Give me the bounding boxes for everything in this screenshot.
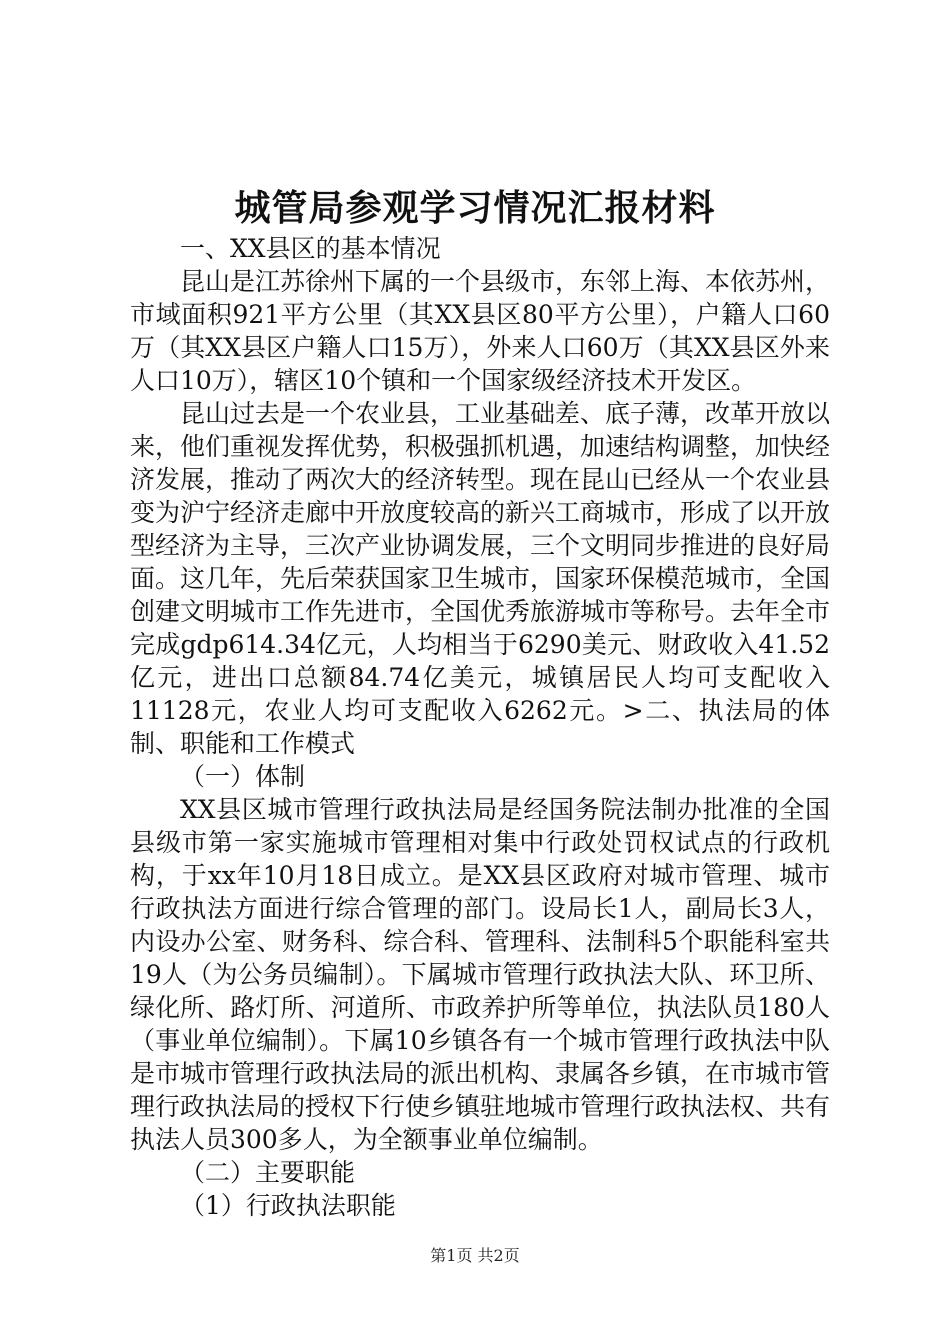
document-title: 城管局参观学习情况汇报材料 [234, 187, 716, 229]
document-body [130, 232, 830, 1222]
section-heading-basic-info: 一、XX县区的基本情况 [180, 234, 441, 263]
paragraph-system: XX县区城市管理行政执法局是经国务院法制办批准的全国县级市第一家实施城市管理相对集中行政处罚权试点的行政机构，于xx年10月18日成立。是XX县区政府对城市管理、城市行政执法方面进行综合管理的部门。设局长1人，副局长3人，内设办公室、财务科、综合科、管理科、法制科5个职能科室共19人（为公务员编制）。下属城市管理行政执法大队、环卫所、绿化所、路灯所、河道所、市政养护所等单位，执法队员180人（事业单位编制）。下属10乡镇各有一个城市管理行政执法中队是市城市管理行政执法局的派出机构、隶属各乡镇，在市城市管理行政执法局的授权下行使乡镇驻地城市管理行政执法权、共有执法人员300多人，为全额事业单位编制。 [130, 795, 831, 1154]
subheading-enforcement-function: （1）行政执法职能 [180, 1191, 396, 1220]
page-number-footer: 第1页 共2页 [430, 1246, 520, 1265]
subheading-main-functions: （二）主要职能 [180, 1158, 356, 1187]
subheading-system: （一）体制 [180, 762, 306, 791]
paragraph-economy: 昆山过去是一个农业县，工业基础差、底子薄，改革开放以来，他们重视发挥优势，积极强抓机遇，加速结构调整，加快经济发展，推动了两次大的经济转型。现在昆山已经从一个农业县变为沪宁经济走廊中开放度较高的新兴工商城市，形成了以开放型经济为主导，三次产业协调发展，三个文明同步推进的良好局面。这几年，先后荣获国家卫生城市，国家环保模范城市，全国创建文明城市工作先进市，全国优秀旅游城市等称号。去年全市完成gdp614.34亿元，人均相当于6290美元、财政收入41.52亿元，进出口总额84.74亿美元，城镇居民人均可支配收入11128元，农业人均可支配收入6262元。>二、执法局的体制、职能和工作模式 [130, 399, 831, 758]
paragraph-overview: 昆山是江苏徐州下属的一个县级市，东邻上海、本依苏州，市域面积921平方公里（其XX县区80平方公里），户籍人口60万（其XX县区户籍人口15万），外来人口60万（其XX县区外来人口10万），辖区10个镇和一个国家级经济技术开发区。 [130, 267, 831, 395]
